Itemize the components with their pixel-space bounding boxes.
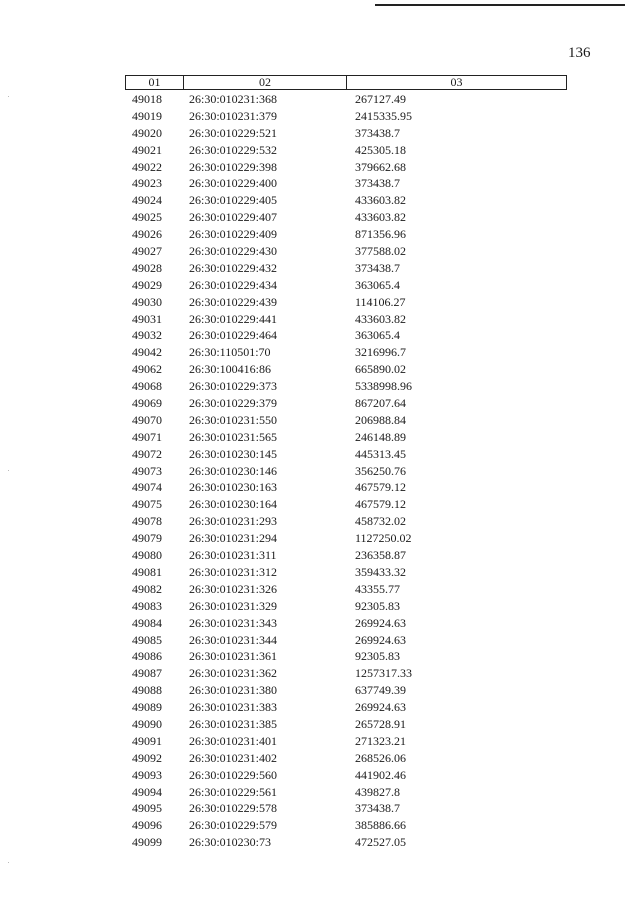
row-number-cell: 49026 — [132, 227, 162, 242]
table-row — [125, 429, 567, 446]
cadastral-number-cell: 26:30:010231:329 — [189, 598, 278, 613]
table-row — [125, 479, 567, 496]
row-number-cell: 49068 — [132, 379, 162, 394]
table-row — [125, 209, 567, 226]
value-cell: 359433.32 — [355, 564, 406, 579]
row-number-cell: 49089 — [132, 700, 162, 715]
column-header-01: 01 — [126, 76, 184, 89]
row-number-cell: 49025 — [132, 210, 162, 225]
value-cell: 458732.02 — [355, 514, 406, 529]
value-cell: 472527.05 — [355, 835, 406, 850]
cadastral-number-cell: 26:30:110501:70 — [189, 345, 271, 360]
table-row — [125, 699, 567, 716]
value-cell: 867207.64 — [355, 396, 406, 411]
table-row — [125, 243, 567, 260]
value-cell: 271323.21 — [355, 733, 406, 748]
row-number-cell: 49023 — [132, 176, 162, 191]
value-cell: 268526.06 — [355, 750, 406, 765]
page-number: 136 — [568, 45, 591, 61]
table-row — [125, 412, 567, 429]
table-row — [125, 91, 567, 108]
top-rule — [375, 4, 625, 6]
cadastral-number-cell: 26:30:010231:312 — [189, 564, 278, 579]
row-number-cell: 49086 — [132, 649, 162, 664]
value-cell: 92305.83 — [355, 598, 400, 613]
table-row — [125, 598, 567, 615]
cadastral-number-cell: 26:30:010231:379 — [189, 108, 278, 123]
cadastral-number-cell: 26:30:010229:434 — [189, 277, 278, 292]
cadastral-number-cell: 26:30:010229:398 — [189, 159, 278, 174]
row-number-cell: 49092 — [132, 750, 162, 765]
table-row — [125, 108, 567, 125]
value-cell: 236358.87 — [355, 548, 406, 563]
cadastral-number-cell: 26:30:010231:343 — [189, 615, 278, 630]
row-number-cell: 49085 — [132, 632, 162, 647]
cadastral-number-cell: 26:30:100416:86 — [189, 362, 272, 377]
value-cell: 445313.45 — [355, 446, 406, 461]
value-cell: 467579.12 — [355, 480, 406, 495]
table-row — [125, 648, 567, 665]
table-row — [125, 767, 567, 784]
table-row — [125, 496, 567, 513]
cadastral-number-cell: 26:30:010231:383 — [189, 700, 278, 715]
value-cell: 433603.82 — [355, 311, 406, 326]
cadastral-number-cell: 26:30:010229:405 — [189, 193, 278, 208]
value-cell: 265728.91 — [355, 716, 406, 731]
cadastral-number-cell: 26:30:010231:368 — [189, 92, 278, 106]
cadastral-number-cell: 26:30:010229:409 — [189, 227, 278, 242]
cadastral-number-cell: 26:30:010231:293 — [189, 514, 278, 529]
value-cell: 373438.7 — [355, 260, 400, 275]
row-number-cell: 49088 — [132, 683, 162, 698]
cadastral-number-cell: 26:30:010230:73 — [189, 835, 272, 850]
table-row — [125, 632, 567, 649]
row-number-cell: 49024 — [132, 193, 162, 208]
value-cell: 43355.77 — [355, 581, 400, 596]
table-row — [125, 159, 567, 176]
cadastral-number-cell: 26:30:010231:344 — [189, 632, 278, 647]
cadastral-number-cell: 26:30:010231:326 — [189, 581, 278, 596]
cadastral-number-cell: 26:30:010230:146 — [189, 463, 278, 478]
table-row — [125, 682, 567, 699]
cadastral-number-cell: 26:30:010231:402 — [189, 750, 278, 765]
row-number-cell: 49091 — [132, 733, 162, 748]
table-row — [125, 142, 567, 159]
cadastral-number-cell: 26:30:010229:373 — [189, 379, 278, 394]
cadastral-number-cell: 26:30:010231:385 — [189, 716, 278, 731]
value-cell: 5338998.96 — [355, 379, 412, 394]
table-row — [125, 800, 567, 817]
value-cell: 467579.12 — [355, 497, 406, 512]
row-number-cell: 49080 — [132, 548, 162, 563]
table-row — [125, 446, 567, 463]
cadastral-number-cell: 26:30:010230:164 — [189, 497, 278, 512]
value-cell: 377588.02 — [355, 244, 406, 259]
row-number-cell: 49081 — [132, 564, 162, 579]
table-row — [125, 277, 567, 294]
cadastral-number-cell: 26:30:010231:380 — [189, 683, 278, 698]
cadastral-number-cell: 26:30:010231:361 — [189, 649, 278, 664]
row-number-cell: 49030 — [132, 294, 162, 309]
cadastral-number-cell: 26:30:010229:379 — [189, 396, 278, 411]
row-number-cell: 49090 — [132, 716, 162, 731]
cadastral-number-cell: 26:30:010231:565 — [189, 429, 278, 444]
cadastral-number-cell: 26:30:010230:145 — [189, 446, 278, 461]
table-row — [125, 615, 567, 632]
cadastral-number-cell: 26:30:010229:532 — [189, 142, 278, 157]
row-number-cell: 49082 — [132, 581, 162, 596]
cadastral-number-cell: 26:30:010231:294 — [189, 531, 278, 546]
cadastral-number-cell: 26:30:010231:311 — [189, 548, 277, 563]
value-cell: 3216996.7 — [355, 345, 406, 360]
table-row — [125, 665, 567, 682]
row-number-cell: 49042 — [132, 345, 162, 360]
row-number-cell: 49074 — [132, 480, 162, 495]
value-cell: 363065.4 — [355, 328, 400, 343]
row-number-cell: 49069 — [132, 396, 162, 411]
row-number-cell: 49079 — [132, 531, 162, 546]
cadastral-number-cell: 26:30:010229:579 — [189, 818, 278, 833]
table-row — [125, 750, 567, 767]
table-row — [125, 226, 567, 243]
cadastral-number-cell: 26:30:010229:464 — [189, 328, 278, 343]
value-cell: 206988.84 — [355, 412, 406, 427]
value-cell: 373438.7 — [355, 801, 400, 816]
scan-speck — [8, 96, 9, 97]
table-row — [125, 716, 567, 733]
row-number-cell: 49032 — [132, 328, 162, 343]
value-cell: 363065.4 — [355, 277, 400, 292]
value-cell: 114106.27 — [355, 294, 406, 309]
value-cell: 637749.39 — [355, 683, 406, 698]
table-row — [125, 175, 567, 192]
table-row — [125, 733, 567, 750]
cadastral-number-cell: 26:30:010229:521 — [189, 125, 278, 140]
cadastral-number-cell: 26:30:010231:362 — [189, 666, 278, 681]
value-cell: 871356.96 — [355, 227, 406, 242]
table-row — [125, 817, 567, 834]
row-number-cell: 49084 — [132, 615, 162, 630]
cadastral-number-cell: 26:30:010229:441 — [189, 311, 278, 326]
table-row — [125, 547, 567, 564]
table-row — [125, 834, 567, 851]
cadastral-number-cell: 26:30:010231:401 — [189, 733, 278, 748]
table-header — [125, 75, 567, 90]
value-cell: 441902.46 — [355, 767, 406, 782]
table-row — [125, 564, 567, 581]
cadastral-number-cell: 26:30:010229:561 — [189, 784, 278, 799]
row-number-cell: 49062 — [132, 362, 162, 377]
row-number-cell: 49099 — [132, 835, 162, 850]
row-number-cell: 49020 — [132, 125, 162, 140]
column-header-02: 02 — [184, 76, 347, 89]
row-number-cell: 49072 — [132, 446, 162, 461]
value-cell: 1127250.02 — [355, 531, 412, 546]
value-cell: 379662.68 — [355, 159, 406, 174]
value-cell: 439827.8 — [355, 784, 400, 799]
value-cell: 433603.82 — [355, 193, 406, 208]
row-number-cell: 49093 — [132, 767, 162, 782]
table-row — [125, 344, 567, 361]
value-cell: 2415335.95 — [355, 108, 412, 123]
value-cell: 269924.63 — [355, 700, 406, 715]
value-cell: 665890.02 — [355, 362, 406, 377]
row-number-cell: 49031 — [132, 311, 162, 326]
row-number-cell: 49027 — [132, 244, 162, 259]
row-number-cell: 49073 — [132, 463, 162, 478]
table-row — [125, 378, 567, 395]
table-row — [125, 513, 567, 530]
row-number-cell: 49018 — [132, 92, 162, 106]
value-cell: 373438.7 — [355, 125, 400, 140]
column-header-03: 03 — [450, 75, 463, 89]
cadastral-number-cell: 26:30:010229:439 — [189, 294, 278, 309]
cadastral-number-cell: 26:30:010229:432 — [189, 260, 278, 275]
table-row — [125, 260, 567, 277]
row-number-cell: 49095 — [132, 801, 162, 816]
row-number-cell: 49083 — [132, 598, 162, 613]
table-row — [125, 327, 567, 344]
cadastral-number-cell: 26:30:010229:407 — [189, 210, 278, 225]
value-cell: 356250.76 — [355, 463, 406, 478]
row-number-cell: 49028 — [132, 260, 162, 275]
cadastral-number-cell: 26:30:010229:560 — [189, 767, 278, 782]
table-row — [125, 361, 567, 378]
value-cell: 92305.83 — [355, 649, 400, 664]
table-row — [125, 125, 567, 142]
cadastral-number-cell: 26:30:010229:400 — [189, 176, 278, 191]
value-cell: 385886.66 — [355, 818, 406, 833]
row-number-cell: 49075 — [132, 497, 162, 512]
table-row — [125, 311, 567, 328]
row-number-cell: 49078 — [132, 514, 162, 529]
value-cell: 267127.49 — [355, 92, 406, 106]
scan-speck — [8, 470, 9, 471]
scan-speck — [8, 862, 9, 863]
row-number-cell: 49021 — [132, 142, 162, 157]
value-cell: 269924.63 — [355, 632, 406, 647]
row-number-cell: 49094 — [132, 784, 162, 799]
row-number-cell: 49096 — [132, 818, 162, 833]
value-cell: 433603.82 — [355, 210, 406, 225]
cadastral-number-cell: 26:30:010229:430 — [189, 244, 278, 259]
value-cell: 246148.89 — [355, 429, 406, 444]
row-number-cell: 49019 — [132, 108, 162, 123]
row-number-cell: 49022 — [132, 159, 162, 174]
cadastral-number-cell: 26:30:010230:163 — [189, 480, 278, 495]
table-body — [125, 91, 567, 851]
table-row — [125, 463, 567, 480]
table-row — [125, 192, 567, 209]
row-number-cell: 49070 — [132, 412, 162, 427]
value-cell: 425305.18 — [355, 142, 406, 157]
table-row — [125, 294, 567, 311]
value-cell: 1257317.33 — [355, 666, 412, 681]
table-row — [125, 581, 567, 598]
table-row — [125, 530, 567, 547]
value-cell: 269924.63 — [355, 615, 406, 630]
row-number-cell: 49087 — [132, 666, 162, 681]
cadastral-number-cell: 26:30:010229:578 — [189, 801, 278, 816]
table-row — [125, 784, 567, 801]
cadastral-number-cell: 26:30:010231:550 — [189, 412, 278, 427]
table-row — [125, 395, 567, 412]
value-cell: 373438.7 — [355, 176, 400, 191]
row-number-cell: 49029 — [132, 277, 162, 292]
row-number-cell: 49071 — [132, 429, 162, 444]
